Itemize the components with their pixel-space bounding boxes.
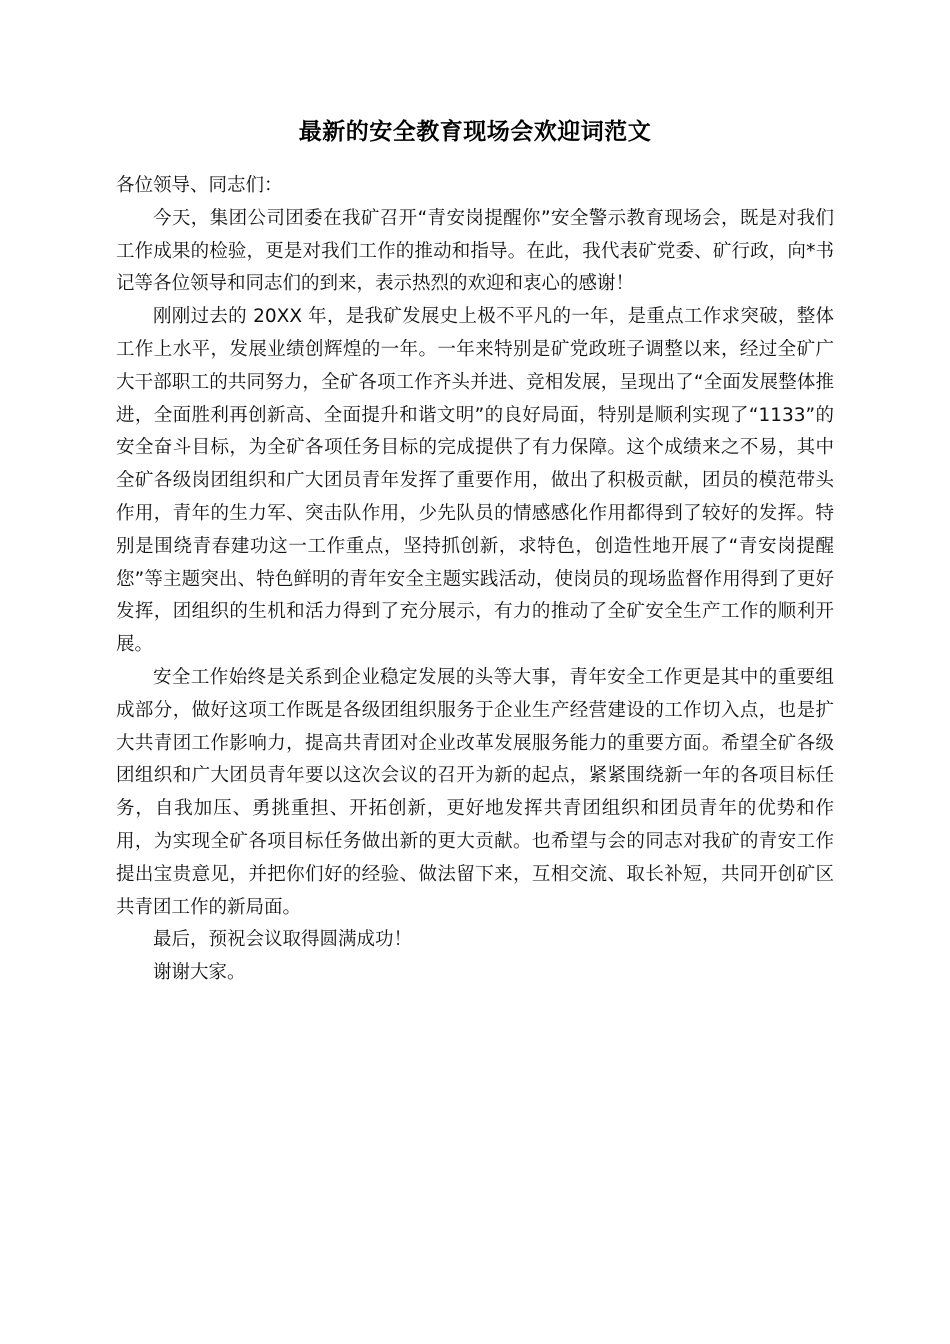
paragraph-outlook: 安全工作始终是关系到企业稳定发展的头等大事，青年安全工作更是其中的重要组成部分，做好这项工作既是各级团组织服务于企业生产经营建设的工作切入点，也是扩大共青团工作影响力，提高共青团对企业改革发展服务能力的重要方面。希望全矿各级团组织和广大团员青年要以这次会议的召开为新的起点，紧紧围绕新一年的各项目标任务，自我加压、勇挑重担、开拓创新，更好地发挥共青团组织和团员青年的优势和作用，为实现全矿各项目标任务做出新的更大贡献。也希望与会的同志对我矿的青安工作提出宝贵意见，并把你们好的经验、做法留下来，互相交流、取长补短，共同开创矿区共青团工作的新局面。 <box>116 666 834 918</box>
paragraph-opening: 今天，集团公司团委在我矿召开“青安岗提醒你”安全警示教育现场会，既是对我们工作成果的检验，更是对我们工作的推动和指导。在此，我代表矿党委、矿行政，向*书记等各位领导和同志们的到来，表示热烈的欢迎和衷心的感谢！ <box>116 207 834 295</box>
paragraph-review: 刚刚过去的 20XX 年，是我矿发展史上极不平凡的一年，是重点工作求突破，整体工作上水平，发展业绩创辉煌的一年。一年来特别是矿党政班子调整以来，经过全矿广大干部职工的共同努力，全矿各项工作齐头并进、竞相发展，呈现出了“全面发展整体推进，全面胜利再创新高、全面提升和谐文明”的良好局面，特别是顺利实现了“1133”的安全奋斗目标，为全矿各项任务目标的完成提供了有力保障。这个成绩来之不易，其中全矿各级岗团组织和广大团员青年发挥了重要作用，做出了积极贡献，团员的模范带头作用，青年的生力军、突击队作用，少先队员的情感感化作用都得到了较好的发挥。特别是围绕青春建功这一工作重点，坚持抓创新，求特色，创造性地开展了“青安岗提醒您”等主题突出、特色鲜明的青年安全主题实践活动，使岗员的现场监督作用得到了更好发挥，团组织的生机和活力得到了充分展示，有力的推动了全矿安全生产工作的顺利开展。 <box>116 306 834 656</box>
salutation: 各位领导、同志们： <box>116 175 283 196</box>
paragraph-wish: 最后，预祝会议取得圆满成功！ <box>153 929 413 951</box>
document-body <box>116 170 834 990</box>
paragraph-closing: 谢谢大家。 <box>153 962 246 984</box>
document-title: 最新的安全教育现场会欢迎词范文 <box>298 119 652 145</box>
